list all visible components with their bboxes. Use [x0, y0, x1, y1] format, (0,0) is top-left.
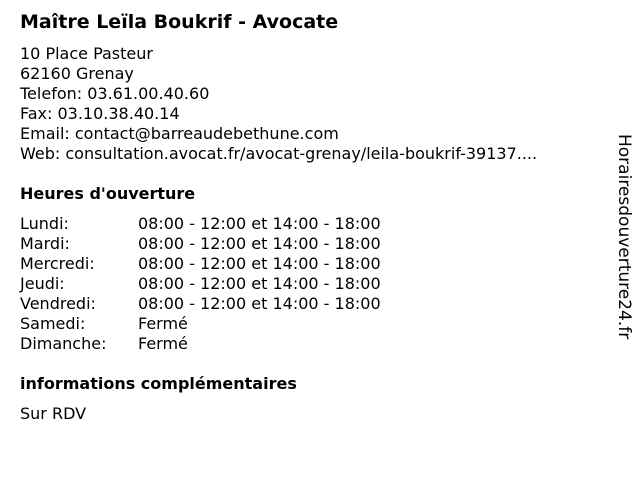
day-hours: 08:00 - 12:00 et 14:00 - 18:00: [138, 214, 381, 233]
hours-row-sunday: [20, 334, 440, 354]
day-hours: 08:00 - 12:00 et 14:00 - 18:00: [138, 294, 381, 313]
day-hours: Fermé: [138, 334, 188, 353]
address-street: 10 Place Pasteur: [20, 44, 153, 63]
address-city: 62160 Grenay: [20, 64, 134, 83]
day-label: Jeudi:: [20, 274, 65, 293]
hours-row-monday: [20, 214, 440, 234]
phone-number: Telefon: 03.61.00.40.60: [20, 84, 210, 103]
day-hours: 08:00 - 12:00 et 14:00 - 18:00: [138, 274, 381, 293]
site-watermark: Horairesdouverture24.fr: [614, 134, 634, 340]
hours-row-wednesday: [20, 254, 440, 274]
additional-info-heading: informations complémentaires: [20, 374, 297, 393]
day-hours: 08:00 - 12:00 et 14:00 - 18:00: [138, 254, 381, 273]
hours-row-thursday: [20, 274, 440, 294]
day-label: Lundi:: [20, 214, 69, 233]
opening-hours-heading: Heures d'ouverture: [20, 184, 196, 203]
day-label: Vendredi:: [20, 294, 96, 313]
day-hours: Fermé: [138, 314, 188, 333]
hours-row-tuesday: [20, 234, 440, 254]
website-url: Web: consultation.avocat.fr/avocat-grenay/leila-boukrif-39137....: [20, 144, 538, 163]
hours-row-saturday: [20, 314, 440, 334]
day-label: Dimanche:: [20, 334, 107, 353]
hours-row-friday: [20, 294, 440, 314]
fax-number: Fax: 03.10.38.40.14: [20, 104, 180, 123]
email-address: Email: contact@barreaudebethune.com: [20, 124, 339, 143]
day-label: Mardi:: [20, 234, 70, 253]
day-hours: 08:00 - 12:00 et 14:00 - 18:00: [138, 234, 381, 253]
contact-block: [20, 44, 537, 164]
day-label: Mercredi:: [20, 254, 95, 273]
additional-info-text: Sur RDV: [20, 404, 87, 423]
day-label: Samedi:: [20, 314, 86, 333]
opening-hours-list: [20, 214, 440, 354]
page-title: Maître Leïla Boukrif - Avocate: [20, 11, 339, 33]
